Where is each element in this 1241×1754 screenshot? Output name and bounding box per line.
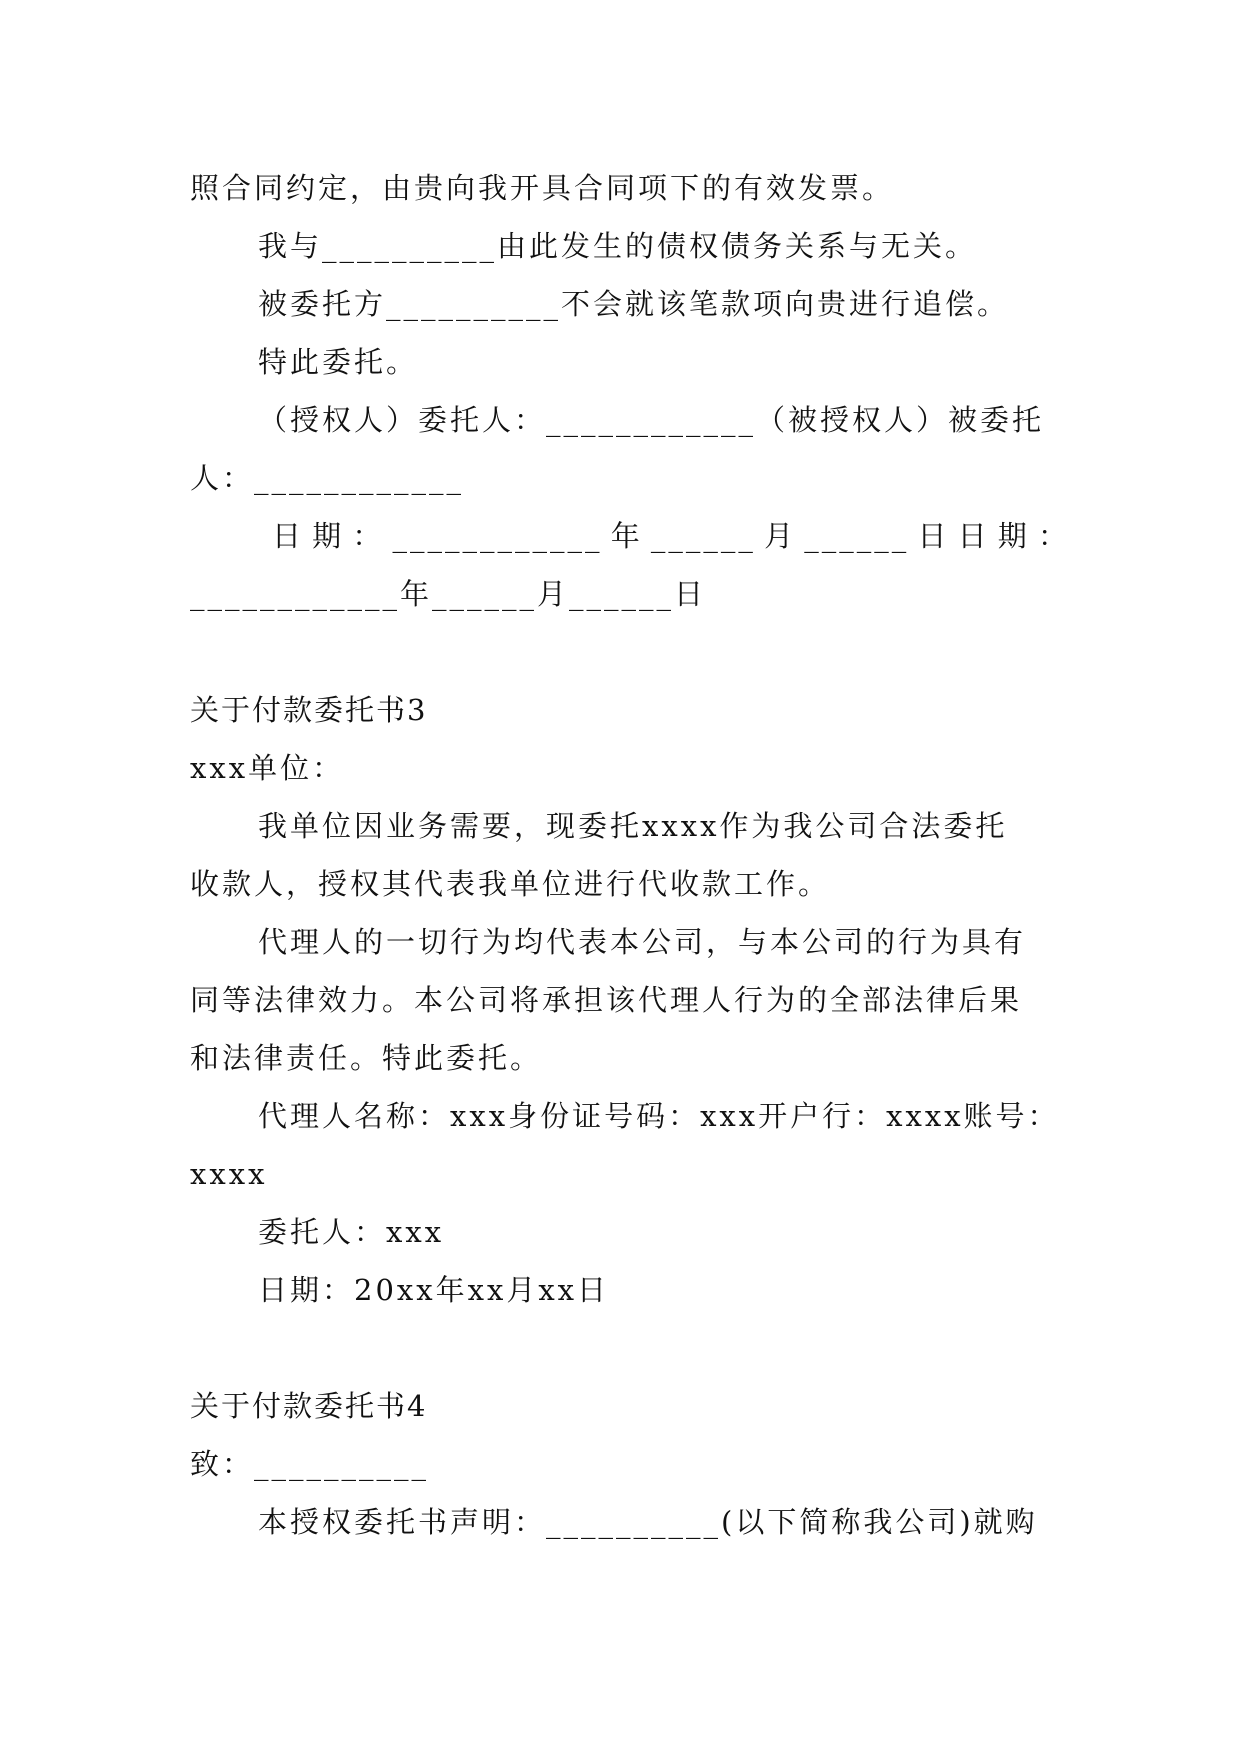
signature-line: 委托人：xxx xyxy=(258,1215,445,1249)
paragraph-line: 照合同约定，由贵向我开具合同项下的有效发票。 xyxy=(190,171,895,205)
paragraph-line: （授权人）委托人：____________（被授权人）被委托 xyxy=(258,403,1045,437)
paragraph-line: 被委托方__________不会就该笔款项向贵进行追偿。 xyxy=(258,287,1010,321)
paragraph-line: 代理人的一切行为均代表本公司，与本公司的行为具有 xyxy=(258,925,1027,959)
paragraph-line: 和法律责任。特此委托。 xyxy=(190,1041,543,1075)
paragraph-line: 同等法律效力。本公司将承担该代理人行为的全部法律后果 xyxy=(190,983,1023,1017)
paragraph-line: 特此委托。 xyxy=(258,345,419,379)
paragraph-line: 我与__________由此发生的债权债务关系与无关。 xyxy=(258,229,978,263)
paragraph-line: 人：____________ xyxy=(190,461,465,495)
paragraph-line: ____________年______月______日 xyxy=(190,577,707,611)
paragraph-line: 代理人名称：xxx身份证号码：xxx开户行：xxxx账号： xyxy=(258,1099,1060,1133)
paragraph-line: 本授权委托书声明：__________(以下简称我公司)就购 xyxy=(258,1505,1038,1539)
paragraph-line: xxxx xyxy=(190,1157,268,1191)
paragraph-line: 收款人，授权其代表我单位进行代收款工作。 xyxy=(190,867,831,901)
section-heading: 关于付款委托书3 xyxy=(190,693,428,727)
date-line: 日期：20xx年xx月xx日 xyxy=(258,1273,610,1307)
section-heading: 关于付款委托书4 xyxy=(190,1389,428,1423)
salutation-line: 致：__________ xyxy=(190,1447,430,1481)
salutation-line: xxx单位： xyxy=(190,751,345,785)
paragraph-line: 日期：____________年______月______日日期： xyxy=(272,519,1070,553)
paragraph-line: 我单位因业务需要，现委托xxxx作为我公司合法委托 xyxy=(258,809,1008,843)
